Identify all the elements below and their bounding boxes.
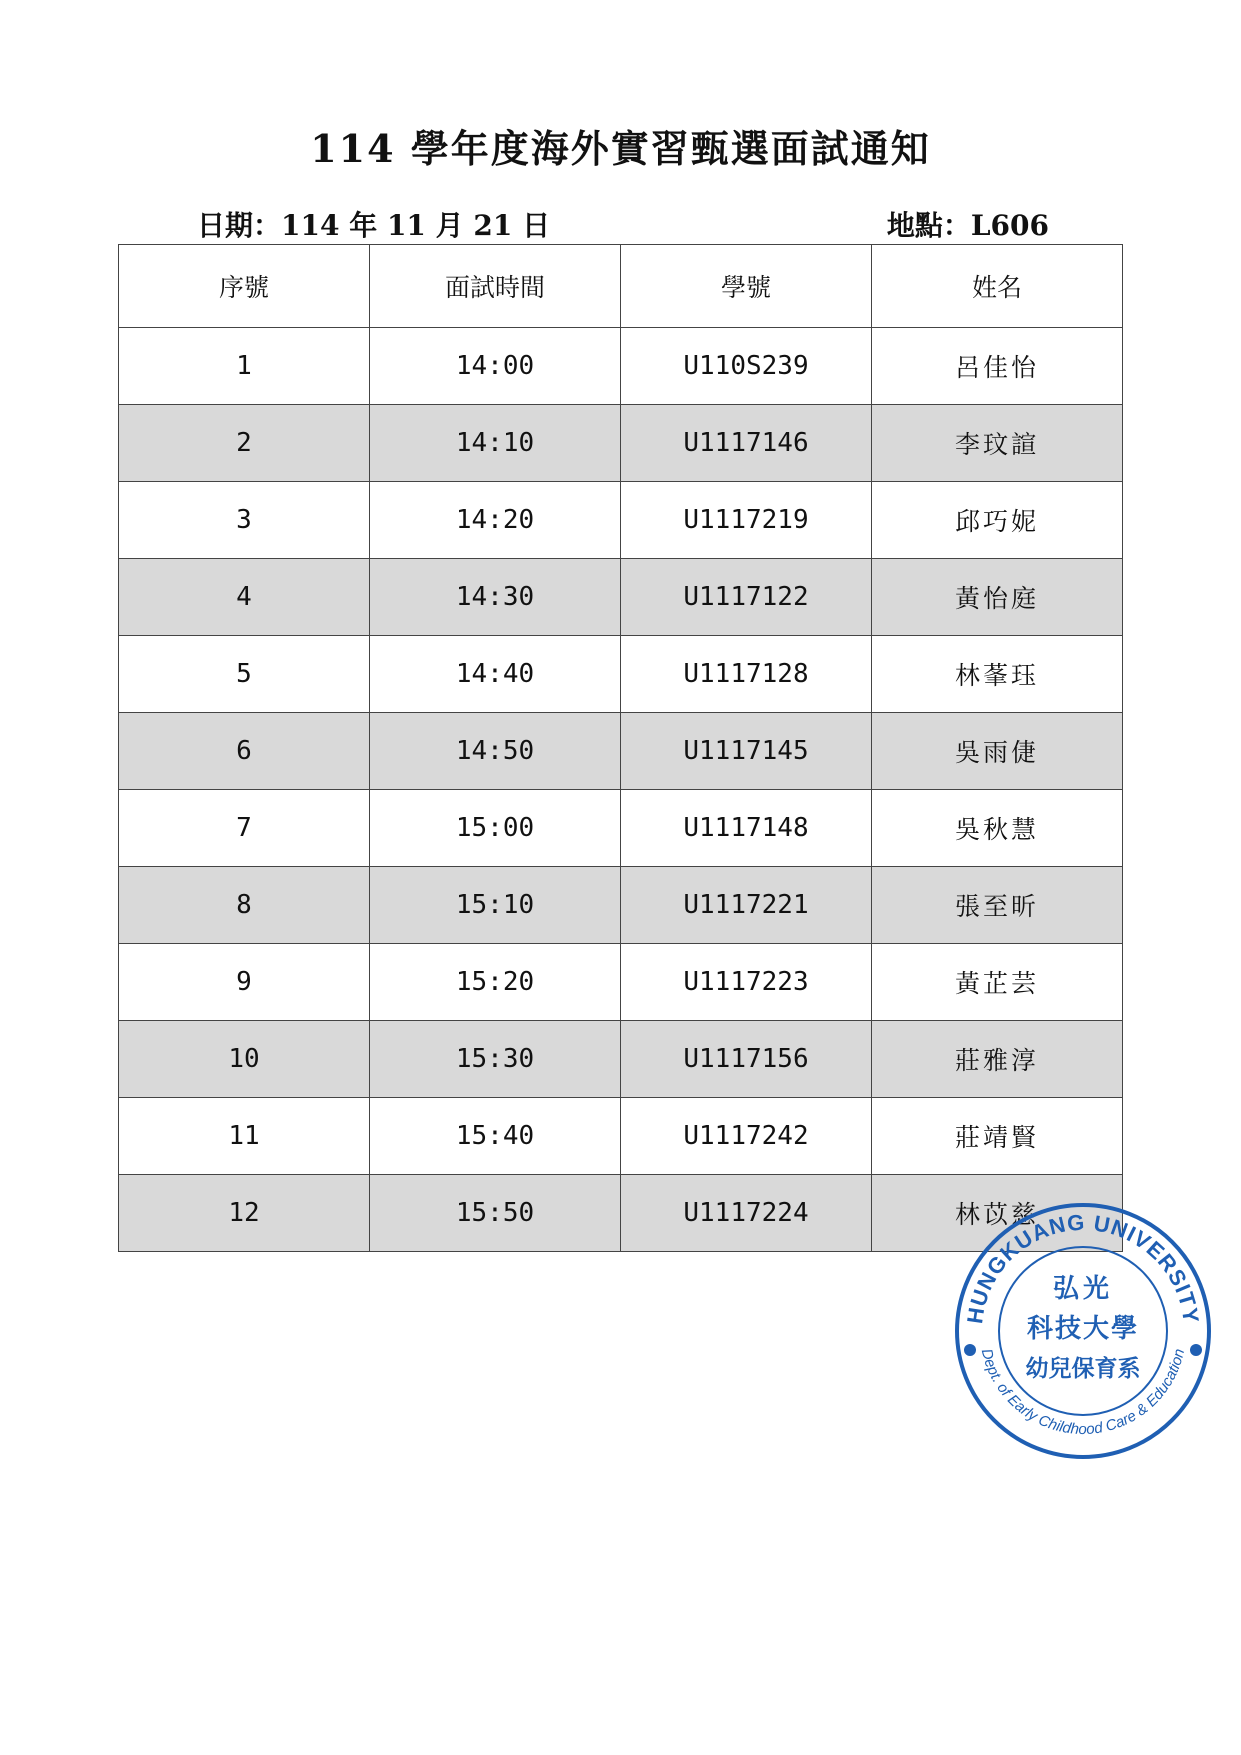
table-row	[119, 482, 1123, 559]
cell-seq: 3	[119, 482, 370, 559]
table-row	[119, 1098, 1123, 1175]
cell-name: 吳秋慧	[872, 790, 1123, 867]
header-name: 姓名	[872, 245, 1123, 328]
seal-inner-line: 弘光	[1052, 1274, 1114, 1304]
cell-time: 15:20	[370, 944, 621, 1021]
cell-student-id: U1117145	[621, 713, 872, 790]
cell-time: 14:30	[370, 559, 621, 636]
table-row	[119, 867, 1123, 944]
cell-student-id: U1117156	[621, 1021, 872, 1098]
cell-student-id: U1117148	[621, 790, 872, 867]
cell-time: 15:00	[370, 790, 621, 867]
cell-seq: 4	[119, 559, 370, 636]
cell-time: 15:40	[370, 1098, 621, 1175]
cell-student-id: U1117221	[621, 867, 872, 944]
page-title: 114 學年度海外實習甄選面試通知	[310, 126, 931, 171]
table-body	[119, 328, 1123, 1252]
cell-name: 黃芷芸	[872, 944, 1123, 1021]
header-seq: 序號	[119, 245, 370, 328]
seal-inner-line: 幼兒保育系	[1025, 1356, 1141, 1382]
cell-name: 莊雅淳	[872, 1021, 1123, 1098]
cell-student-id: U1117242	[621, 1098, 872, 1175]
cell-name: 呂佳怡	[872, 328, 1123, 405]
cell-seq: 9	[119, 944, 370, 1021]
table-header-row	[119, 245, 1123, 328]
cell-seq: 2	[119, 405, 370, 482]
cell-seq: 7	[119, 790, 370, 867]
cell-student-id: U1117223	[621, 944, 872, 1021]
interview-date: 日期：114 年 11 月 21 日	[197, 209, 551, 242]
table-row	[119, 328, 1123, 405]
header-student-id: 學號	[621, 245, 872, 328]
table-row	[119, 559, 1123, 636]
cell-name: 莊靖賢	[872, 1098, 1123, 1175]
table-row	[119, 713, 1123, 790]
cell-seq: 5	[119, 636, 370, 713]
cell-student-id: U110S239	[621, 328, 872, 405]
cell-name: 林苡慈	[872, 1175, 1123, 1252]
cell-seq: 6	[119, 713, 370, 790]
cell-time: 15:30	[370, 1021, 621, 1098]
cell-seq: 11	[119, 1098, 370, 1175]
cell-name: 邱巧妮	[872, 482, 1123, 559]
cell-student-id: U1117122	[621, 559, 872, 636]
flower-right-icon	[1190, 1344, 1202, 1356]
cell-seq: 10	[119, 1021, 370, 1098]
table-row	[119, 636, 1123, 713]
cell-student-id: U1117224	[621, 1175, 872, 1252]
flower-left-icon	[964, 1344, 976, 1356]
interview-schedule-table	[118, 244, 1123, 1252]
cell-time: 14:40	[370, 636, 621, 713]
table-row	[119, 1021, 1123, 1098]
cell-time: 15:10	[370, 867, 621, 944]
cell-student-id: U1117146	[621, 405, 872, 482]
cell-time: 14:50	[370, 713, 621, 790]
cell-seq: 1	[119, 328, 370, 405]
cell-time: 15:50	[370, 1175, 621, 1252]
cell-student-id: U1117128	[621, 636, 872, 713]
cell-student-id: U1117219	[621, 482, 872, 559]
cell-time: 14:10	[370, 405, 621, 482]
cell-name: 林莑珏	[872, 636, 1123, 713]
header-time: 面試時間	[370, 245, 621, 328]
cell-name: 黃怡庭	[872, 559, 1123, 636]
cell-time: 14:00	[370, 328, 621, 405]
table-row	[119, 944, 1123, 1021]
interview-location: 地點：L606	[886, 209, 1049, 242]
seal-inner-line: 科技大學	[1026, 1314, 1140, 1344]
cell-name: 張至昕	[872, 867, 1123, 944]
table-row	[119, 790, 1123, 867]
seal-outer-text: HUNGKUANG UNIVERSITY	[962, 1209, 1204, 1326]
cell-seq: 8	[119, 867, 370, 944]
department-seal	[952, 1200, 1214, 1462]
cell-name: 吳雨倢	[872, 713, 1123, 790]
cell-time: 14:20	[370, 482, 621, 559]
cell-seq: 12	[119, 1175, 370, 1252]
table-row	[119, 405, 1123, 482]
cell-name: 李玟諠	[872, 405, 1123, 482]
seal-lower-text: Dept. of Early Childhood Care & Education	[977, 1347, 1189, 1439]
